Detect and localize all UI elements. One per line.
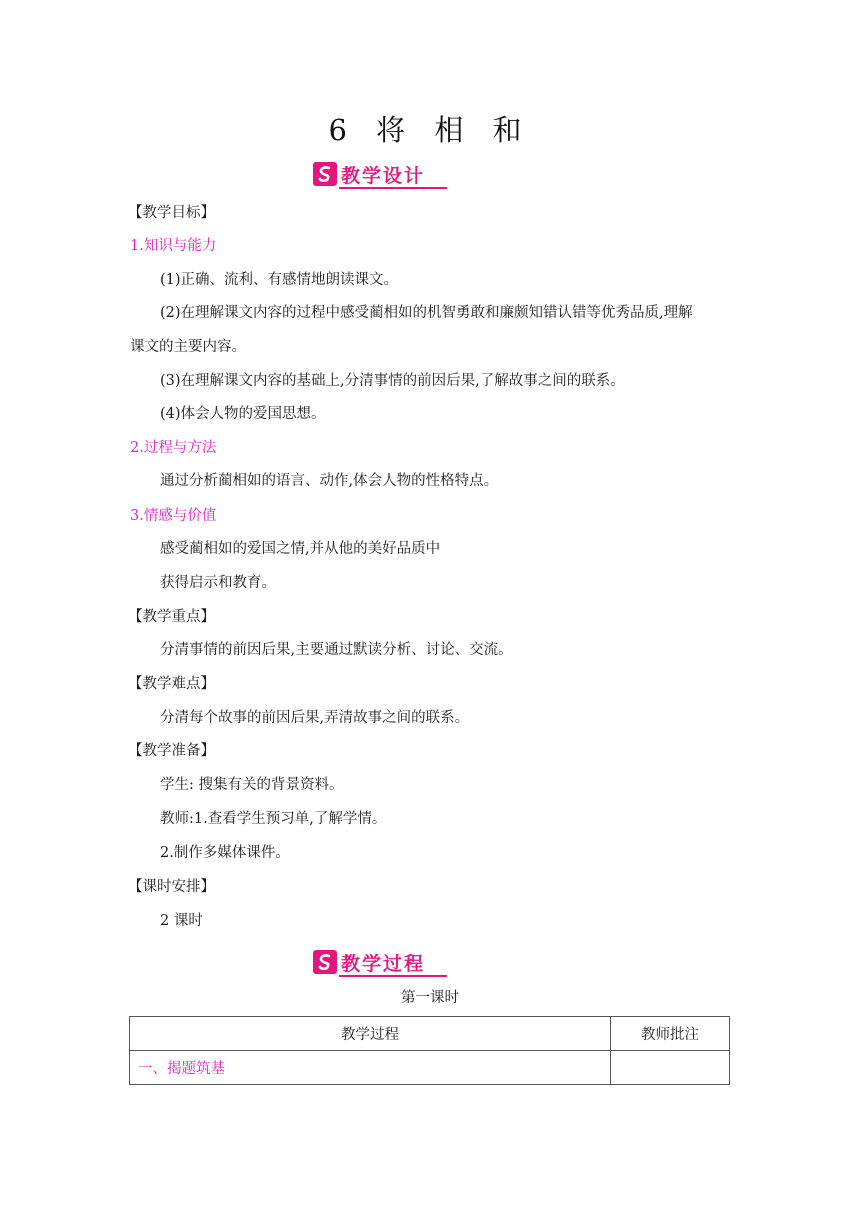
section-logo-icon: [313, 950, 337, 974]
table-cell-note: [611, 1051, 730, 1085]
schedule-heading: 【课时安排】: [128, 879, 215, 895]
objective-item: (4)体会人物的爱国思想。: [160, 406, 326, 422]
objectives-heading: 【教学目标】: [128, 205, 215, 221]
objective-item: (2)在理解课文内容的过程中感受蔺相如的机智勇敢和廉颇知错认错等优秀品质,理解: [160, 305, 693, 321]
teaching-design-heading: 教学设计: [341, 165, 426, 187]
table-cell-step: 一、揭题筑基: [130, 1051, 611, 1085]
teaching-process-table: [129, 1016, 730, 1085]
objective-subheading-emotion: 3.情感与价值: [130, 508, 217, 524]
lesson-title: 6 将 相 和: [328, 113, 532, 147]
key-points-heading: 【教学重点】: [128, 609, 215, 625]
section-logo-icon: [313, 162, 337, 186]
difficulties-text: 分清每个故事的前因后果,弄清故事之间的联系。: [160, 710, 470, 726]
table-row: [130, 1051, 730, 1085]
key-points-text: 分清事情的前因后果,主要通过默读分析、讨论、交流。: [160, 642, 513, 658]
objective-item: (1)正确、流利、有感情地朗读课文。: [160, 272, 399, 288]
teaching-design-banner: [313, 160, 447, 190]
objective-item-continued: 课文的主要内容。: [130, 339, 246, 355]
objective-item: 获得启示和教育。: [160, 575, 276, 591]
objective-item: 通过分析蔺相如的语言、动作,体会人物的性格特点。: [160, 473, 499, 489]
difficulties-heading: 【教学难点】: [128, 676, 215, 692]
preparation-teacher: 教师:1.查看学生预习单,了解学情。: [160, 811, 387, 827]
table-header-process: 教学过程: [130, 1017, 611, 1051]
banner-underline: [339, 187, 447, 189]
schedule-text: 2 课时: [160, 913, 203, 929]
teaching-process-banner: [313, 948, 447, 978]
preparation-heading: 【教学准备】: [128, 743, 215, 759]
table-header-row: [130, 1017, 730, 1051]
objective-subheading-knowledge: 1.知识与能力: [130, 238, 217, 254]
teaching-process-heading: 教学过程: [341, 953, 426, 975]
preparation-student: 学生: 搜集有关的背景资料。: [160, 777, 344, 793]
objective-item: 感受蔺相如的爱国之情,并从他的美好品质中: [160, 541, 441, 557]
objective-subheading-process: 2.过程与方法: [130, 440, 217, 456]
objective-item: (3)在理解课文内容的基础上,分清事情的前因后果,了解故事之间的联系。: [160, 373, 625, 389]
lesson-label: 第一课时: [401, 990, 459, 1006]
banner-underline: [339, 975, 447, 977]
preparation-teacher: 2.制作多媒体课件。: [160, 845, 290, 861]
table-header-notes: 教师批注: [611, 1017, 730, 1051]
